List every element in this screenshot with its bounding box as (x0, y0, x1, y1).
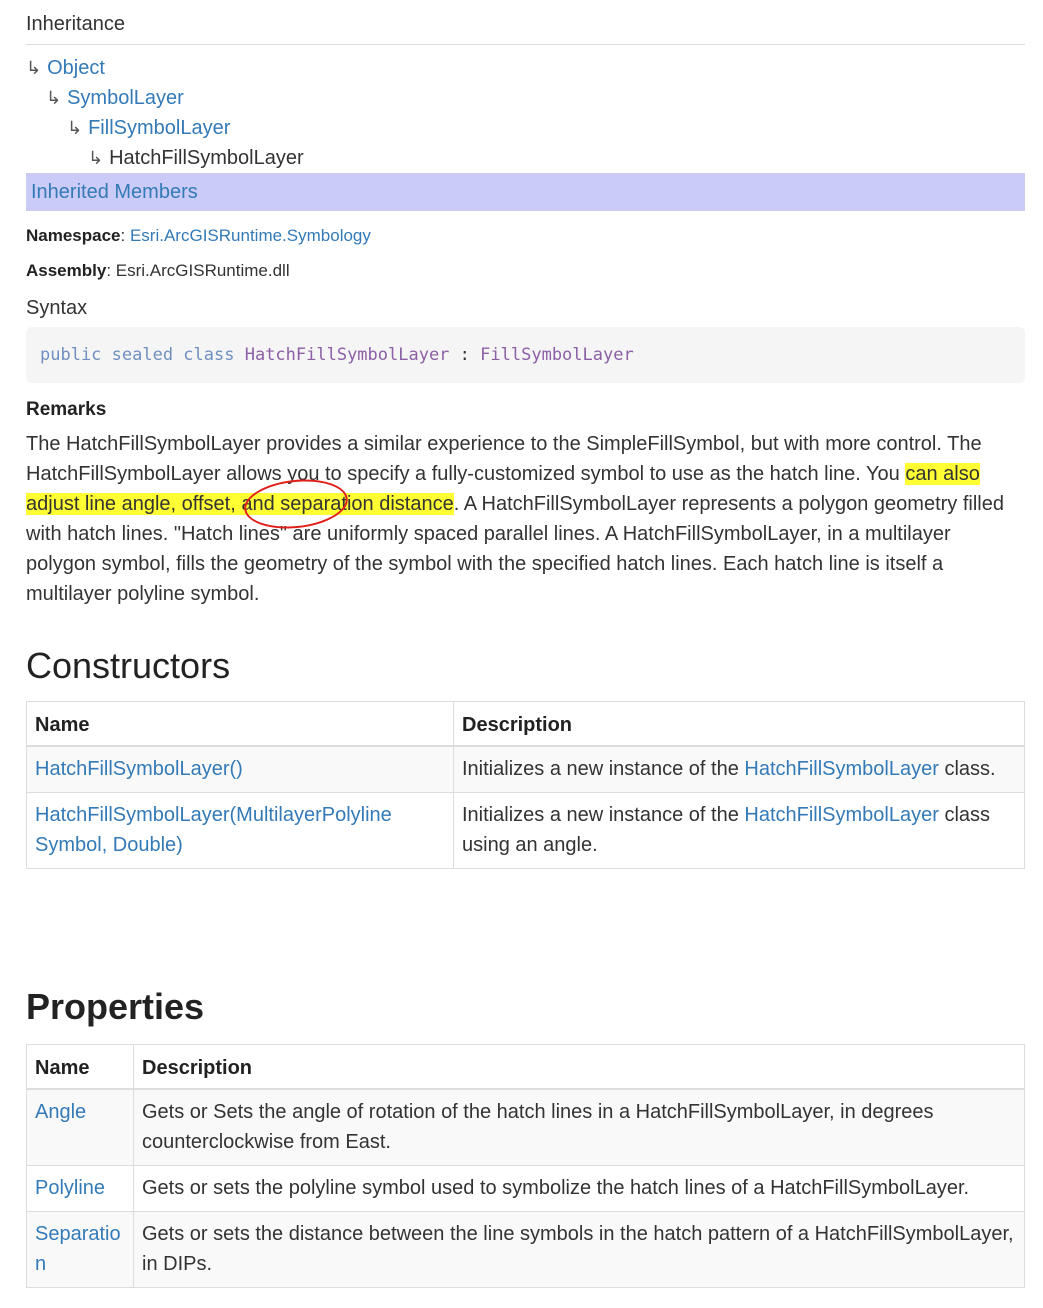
remarks-text-before: The HatchFillSymbolLayer provides a similar experience to the SimpleFillSymbol, but with more control. The HatchFillSymbolLayer allows you to specify a fully-customized symbol to use as the hatch line. You (26, 433, 982, 485)
table-row (27, 746, 1025, 793)
assembly-line: Assembly: Esri.ArcGISRuntime.dll (26, 261, 290, 280)
table-row (27, 793, 1025, 869)
constructor-link-default[interactable]: HatchFillSymbolLayer() (35, 758, 243, 780)
table-row (27, 1212, 1025, 1288)
remarks-highlighted-text: can also adjust line angle, offset, and separation distance (26, 463, 980, 515)
property-name-cell (27, 1089, 134, 1166)
property-name-cell (27, 1212, 134, 1288)
description-text: Initializes a new instance of the (462, 758, 745, 780)
remarks-text (26, 429, 1026, 609)
remarks-text-after: . A HatchFillSymbolLayer represents a polygon geometry filled with hatch lines. "Hatch lines" are uniformly spaced parallel lines. A HatchFillSymbolLayer, in a multilayer polygon symbol, fills the geometry of the symbol with the specified hatch lines. Each hatch line is itself a multilayer polyline symbol. (26, 493, 1004, 605)
properties-table (26, 1044, 1025, 1288)
code-class-name: HatchFillSymbolLayer (244, 345, 450, 365)
column-header-name: Name (27, 702, 454, 747)
namespace-link[interactable]: Esri.ArcGISRuntime.Symbology (129, 226, 371, 245)
code-keywords: public sealed class (40, 345, 235, 365)
property-description-cell: Gets or sets the distance between the line symbols in the hatch pattern of a HatchFillSymbolLayer, in DIPs. (134, 1212, 1025, 1288)
constructors-table (26, 701, 1025, 869)
table-header-row (27, 1045, 1025, 1090)
inherited-members-toggle[interactable]: Inherited Members (26, 173, 1025, 211)
table-row (27, 1166, 1025, 1212)
constructors-heading: Constructors (26, 645, 231, 686)
inheritance-link-object[interactable]: Object (47, 57, 105, 79)
property-link-angle[interactable]: Angle (35, 1101, 87, 1123)
inheritance-item-object (26, 55, 105, 81)
property-name-cell (27, 1166, 134, 1212)
column-header-description: Description (454, 702, 1025, 747)
constructor-description-cell (454, 793, 1025, 869)
inheritance-item-fillsymbollayer (67, 115, 230, 141)
constructor-name-cell (27, 746, 454, 793)
inheritance-current-class: HatchFillSymbolLayer (109, 147, 304, 169)
property-description-cell: Gets or Sets the angle of rotation of the hatch lines in a HatchFillSymbolLayer, in degrees counterclockwise from East. (134, 1089, 1025, 1166)
inheritance-heading: Inheritance (26, 13, 125, 35)
description-text: class. (938, 758, 996, 780)
syntax-heading: Syntax (26, 297, 88, 319)
inheritance-link-fillsymbollayer[interactable]: FillSymbolLayer (88, 117, 231, 139)
property-description-cell: Gets or sets the polyline symbol used to symbolize the hatch lines of a HatchFillSymbolLayer. (134, 1166, 1025, 1212)
inheritance-arrow-icon: ↳ (67, 118, 83, 138)
inheritance-arrow-icon: ↳ (46, 88, 62, 108)
description-class-link[interactable]: HatchFillSymbolLayer (744, 758, 939, 780)
code-base-class: FillSymbolLayer (480, 345, 634, 365)
syntax-code-block (26, 327, 1025, 383)
description-class-link[interactable]: HatchFillSymbolLayer (744, 804, 939, 826)
table-row (27, 1089, 1025, 1166)
inheritance-divider (26, 44, 1025, 45)
column-header-description: Description (134, 1045, 1025, 1090)
column-header-name: Name (27, 1045, 134, 1090)
inheritance-item-symbollayer (46, 85, 184, 111)
constructor-name-cell (27, 793, 454, 869)
properties-heading: Properties (26, 986, 205, 1027)
constructor-link-polyline-angle[interactable]: HatchFillSymbolLayer(MultilayerPolyline Symbol, Double) (35, 804, 392, 856)
description-text: class using an angle. (462, 804, 991, 856)
inheritance-item-current (88, 145, 304, 171)
property-link-separation[interactable]: Separation (35, 1223, 121, 1275)
inheritance-arrow-icon: ↳ (88, 148, 104, 168)
remarks-heading: Remarks (26, 399, 107, 420)
description-text: Initializes a new instance of the (462, 804, 745, 826)
namespace-label: Namespace (26, 226, 121, 245)
inheritance-arrow-icon: ↳ (26, 58, 42, 78)
constructor-description-cell (454, 746, 1025, 793)
property-link-polyline[interactable]: Polyline (35, 1177, 106, 1199)
table-header-row (27, 702, 1025, 747)
inheritance-link-symbollayer[interactable]: SymbolLayer (67, 87, 184, 109)
namespace-line: Namespace: Esri.ArcGISRuntime.Symbology (26, 226, 371, 245)
code-separator: : (459, 345, 470, 365)
assembly-value: Esri.ArcGISRuntime.dll (115, 261, 290, 280)
assembly-label: Assembly (26, 261, 107, 280)
